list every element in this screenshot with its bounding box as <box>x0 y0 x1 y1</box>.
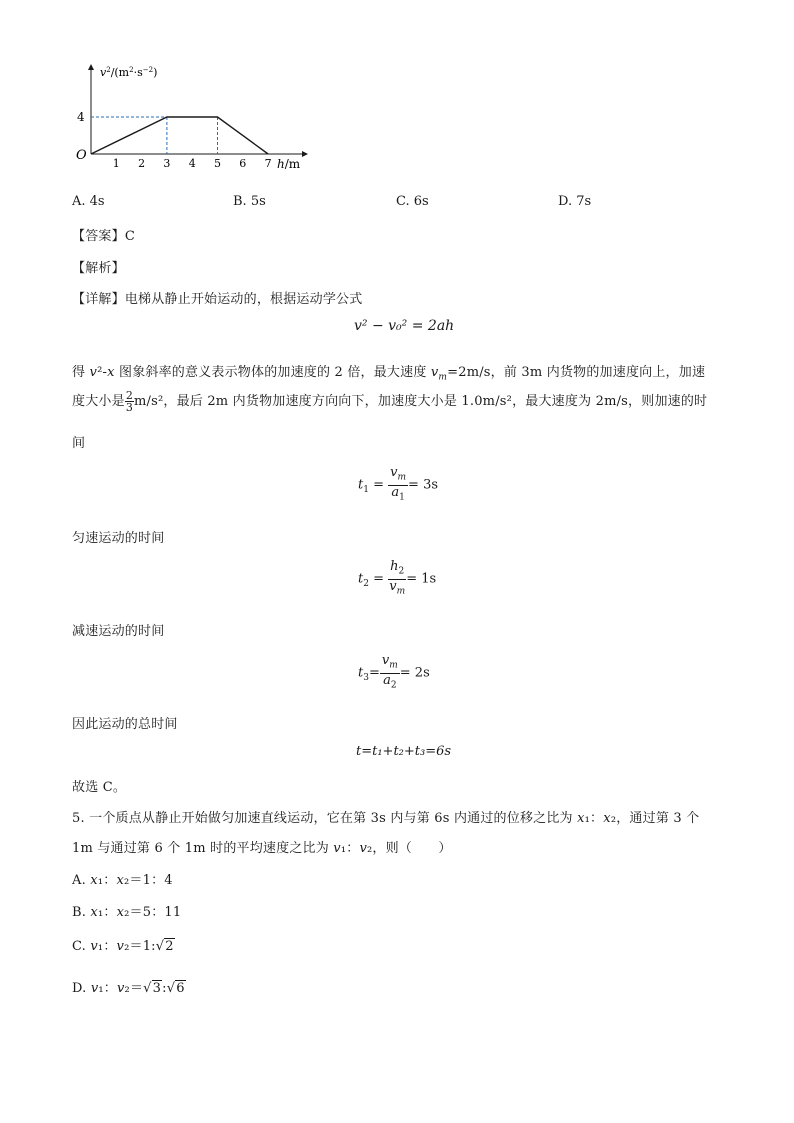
sqrt-2: √2 <box>155 939 174 954</box>
choice-d[interactable]: D. 7s <box>558 194 592 209</box>
x-tick-label-4: 4 <box>188 157 196 170</box>
formula-t2: $t_2$ = $\frac{h_2}{v_m}$ = 1s <box>358 559 437 597</box>
x-tick-label-1: 1 <box>112 157 120 170</box>
answer-value: C <box>124 229 135 244</box>
q5-option-d[interactable]: D. v₁：v₂＝√3:√6 <box>72 981 185 996</box>
decel-label: 减速运动的时间 <box>72 624 165 639</box>
origin-label: O <box>76 148 87 163</box>
x-tick-label-3: 3 <box>163 157 171 170</box>
formula-total: t=t₁+t₂+t₃=6s <box>356 744 452 759</box>
analysis-label: 【解析】 <box>72 261 125 276</box>
answer-line <box>72 225 135 244</box>
series-line <box>91 117 268 154</box>
choice-a[interactable]: A. 4s <box>72 194 105 209</box>
sqrt-6: √6 <box>166 981 185 996</box>
q5-option-c[interactable]: C. v₁：v₂＝1:√2 <box>72 939 174 954</box>
graph-series <box>91 117 268 154</box>
detail-intro: 电梯从静止开始运动的，根据运动学公式 <box>124 292 363 307</box>
x-tick-label-6: 6 <box>239 157 247 170</box>
detail-intro-line <box>72 288 362 307</box>
formula-main: v² − v₀² = 2ah <box>354 318 455 334</box>
total-label: 因此运动的总时间 <box>72 717 178 732</box>
choice-b[interactable]: B. 5s <box>233 194 266 209</box>
formula-t3: $t_3=$ $\frac{v_m}{a_2}$ = 2s <box>358 653 430 691</box>
q5-line-2: 1m 与通过第 6 个 1m 时的平均速度之比为 v₁：v₂，则（ ） <box>72 841 452 856</box>
x-axis-label: h/m <box>277 157 301 171</box>
formula-t1: $t_1$ = $\frac{v_m}{a_1}$ = 3s <box>358 465 439 503</box>
fraction-two-thirds: $\frac{2}{3}$ <box>125 389 134 414</box>
y-tick-label-4: 4 <box>77 110 85 124</box>
detail-label: 【详解】 <box>72 292 125 307</box>
uniform-label: 匀速运动的时间 <box>72 531 165 546</box>
sqrt-3: √3 <box>143 981 162 996</box>
q5-option-b[interactable]: B. x₁：x₂＝5：11 <box>72 905 182 920</box>
conclusion: 故选 C。 <box>72 780 127 795</box>
y-axis-label: $v^2/(m^2\cdot s^{-2})$ <box>100 66 158 79</box>
y-axis-arrow <box>88 64 94 70</box>
x-tick-label-7: 7 <box>264 157 272 170</box>
paragraph-line-2: 度大小是 $\frac{2}{3}$ m/s²，最后 2m 内货物加速度方向向下，加速度大小是 1.0m/s²，最大速度为 2m/s，则加速的时 <box>72 389 708 414</box>
choice-c[interactable]: C. 6s <box>396 194 429 209</box>
x-tick-label-2: 2 <box>138 157 146 170</box>
paragraph-line-3: 间 <box>72 436 86 451</box>
graph-ticks <box>77 110 272 170</box>
v2-h-graph <box>70 62 310 178</box>
q5-line-1: 5. 一个质点从静止开始做匀加速直线运动，它在第 3s 内与第 6s 内通过的位移之比为 x₁：x₂，通过第 3 个 <box>72 811 700 826</box>
answer-label: 【答案】 <box>72 229 125 244</box>
x-axis-arrow <box>302 151 308 157</box>
x-tick-label-5: 5 <box>214 157 221 170</box>
paragraph-line-1: 得 v²-x 图象斜率的意义表示物体的加速度的 2 倍，最大速度 $v_m=2m/s$，前 3m 内货物的加速度向上，加速 <box>72 365 706 383</box>
q5-option-a[interactable]: A. x₁：x₂＝1：4 <box>72 873 173 888</box>
